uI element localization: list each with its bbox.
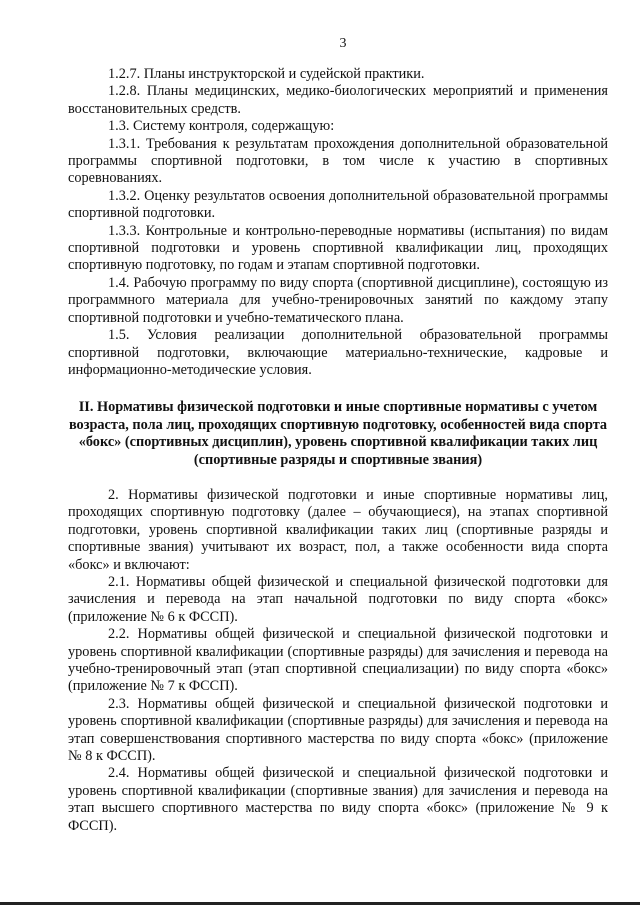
list-item-1-3-1: 1.3.1. Требования к результатам прохождения дополнительной образовательной программы спортивной подготовки, в том числе к участию в спортивных соревнованиях.	[68, 135, 608, 187]
paragraph-2-2: 2.2. Нормативы общей физической и специальной физической подготовки и уровень спортивной квалификации (спортивные разряды) для зачисления и перевода на учебно-тренировочный этап (этап спортивной специализации) по виду спорта «бокс» (приложение № 7 к ФССП).	[68, 626, 608, 695]
page-number: 3	[339, 36, 347, 51]
list-item-1-3-3: 1.3.3. Контрольные и контрольно-переводные нормативы (испытания) по видам спортивной подготовки и уровень спортивной квалификации лиц, проходящих спортивную подготовку, по годам и этапам спортивной подготовки.	[68, 222, 608, 274]
paragraph-2-4: 2.4. Нормативы общей физической и специальной физической подготовки и уровень спортивной квалификации (спортивные звания) для зачисления и перевода на этап высшего спортивного мастерства по виду спорта «бокс» (приложение № 9 к ФССП).	[68, 765, 608, 834]
list-item-1-2-8: 1.2.8. Планы медицинских, медико-биологических мероприятий и применения восстановительных средств.	[68, 83, 608, 117]
list-item-1-4: 1.4. Рабочую программу по виду спорта (спортивной дисциплине), состоящую из программного материала для учебно-тренировочных занятий по каждому этапу спортивной подготовки и учебно-тематического плана.	[68, 274, 608, 326]
paragraph-2: 2. Нормативы физической подготовки и иные спортивные нормативы лиц, проходящих спортивную подготовку (далее – обучающиеся), на этапах спортивной подготовки, уровень спортивной квалификации таких лиц (спортивные разряды и спортивные звания) учитывают их возраст, пол, а также особенности вида спорта «бокс» и включают:	[68, 486, 608, 573]
section-heading: II. Нормативы физической подготовки и иные спортивные нормативы с учетом возраста, пола лиц, проходящих спортивную подготовку, особенностей вида спорта «бокс» (спортивных дисциплин), уровень спортивной квалификации таких лиц (спортивные разряды и спортивные звания)	[68, 399, 608, 468]
paragraph-2-3: 2.3. Нормативы общей физической и специальной физической подготовки и уровень спортивной квалификации (спортивные разряды) для зачисления и перевода на этап совершенствования спортивного мастерства по виду спорта «бокс» (приложение № 8 к ФССП).	[68, 695, 608, 765]
list-item-1-3-2: 1.3.2. Оценку результатов освоения дополнительной образовательной программы спортивной подготовки.	[68, 187, 608, 222]
paragraph-2-1: 2.1. Нормативы общей физической и специальной физической подготовки для зачисления и перевода на этап начальной подготовки по виду спорта «бокс» (приложение № 6 к ФССП).	[68, 573, 608, 625]
list-item-1-5: 1.5. Условия реализации дополнительной образовательной программы спортивной подготовки, включающие материально-технические, кадровые и информационно-методические условия.	[68, 327, 608, 378]
list-item-1-2-7: 1.2.7. Планы инструкторской и судейской практики.	[108, 66, 425, 82]
list-item-1-3: 1.3. Систему контроля, содержащую:	[108, 118, 335, 135]
